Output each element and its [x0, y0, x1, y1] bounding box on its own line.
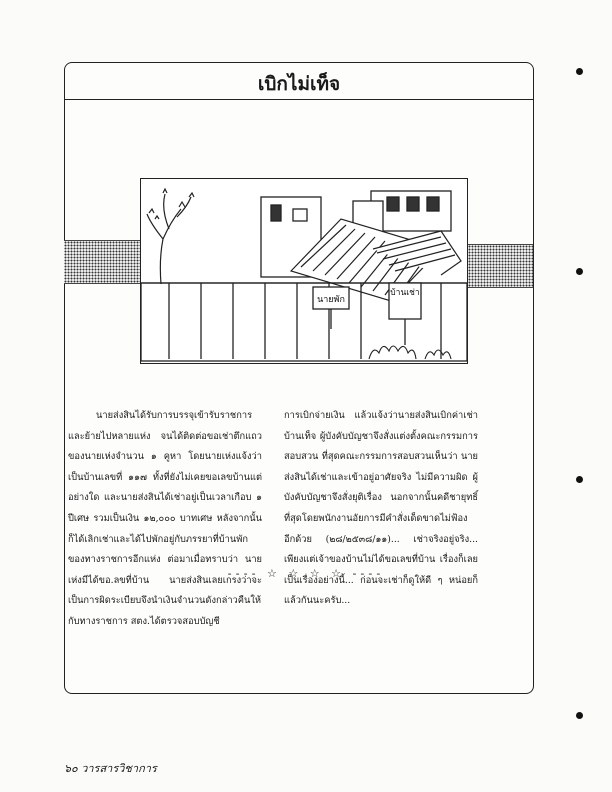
title-rule — [65, 99, 533, 100]
binding-hole-mark — [576, 268, 583, 275]
house-drawing — [141, 179, 467, 363]
tree-drawing — [147, 189, 194, 284]
body-column-left — [68, 406, 262, 633]
article-title: เบิกไม่เท็จ — [257, 73, 341, 95]
body-paragraph-right: การเบิกจ่ายเงิน แล้วแจ้งว่านายส่งสินเบิกค่าเช่าบ้านเท็จ ผู้บังคับบัญชาจึงสั่งแต่งตั้งคณะกรรมการสอบสวน ที่สุดคณะกรรมการสอบสวนเห็นว่า นายส่งสินได้เช่าและเข้าอยู่อาศัยจริง ไม่มีความผิด ผู้บังคับบัญชาจึงสั่งยุติเรื่อง นอกจากนั้นคดีชายุทธิ์ที่สุดโดยพนักงานอัยการมีคำสั่งเด็ดขาดไม่ฟ้องอีกด้วย (๒๘/๒๕๓๘/๑๑)... เช่าจริงอยู่จริง... เพียงแต่เจ้าของบ้านไม่ได้ขอเลขที่บ้าน เรื่องก็เลยเป็นเรื่องอย่างนี้... ก่อนจะเช่าก็ดูให้ดี ๆ หน่อยก็แล้วกันนะครับ... — [284, 410, 478, 607]
binding-hole-mark — [576, 712, 583, 719]
binding-hole-mark — [576, 68, 583, 75]
page-footer: ๖๐ วารสารวิชาการ — [64, 762, 157, 775]
body-column-right — [284, 406, 478, 612]
sign-right-text: บ้านเช่า — [390, 288, 420, 298]
star-divider: ---- ☆ ☆ ☆ ☆ ---- — [227, 567, 385, 580]
halftone-band-right — [465, 244, 533, 288]
binding-hole-mark — [576, 476, 583, 483]
halftone-band-left — [64, 240, 140, 284]
cartoon-illustration — [140, 178, 468, 364]
body-paragraph-left: นายส่งสินได้รับการบรรจุเข้ารับราชการและย้ายไปหลายแห่ง จนได้ติดต่อขอเช่าตึกแถวของนายเห่งจำนวน ๑ คูหา โดยนายเห่งแจ้งว่าเป็นบ้านเลขที่ ๑๑๗ ทั้งที่ยังไม่เคยขอเลขบ้านแต่อย่างใด และนายส่งสินได้เช่าอยู่เป็นเวลาเกือบ ๑ ปีเศษ รวมเป็นเงิน ๑๒,๐๐๐ บาทเศษ หลังจากนั้นก็ได้เลิกเช่าและได้ไปพักอยู่กับภรรยาที่บ้านพักของทางราชการอีกแห่ง ต่อมาเมื่อทราบว่า นายเห่งมีได้ขอ.ลขที่บ้าน นายส่งสินเลยเกรงว่าจะเป็นการผิดระเบียบจึงนำเงินจำนวนดังกล่าวคืนให้กับทางราชการ สตง.ได้ตรวจสอบบัญชี — [68, 410, 262, 627]
sign-left-text: นายพัก — [317, 295, 345, 305]
